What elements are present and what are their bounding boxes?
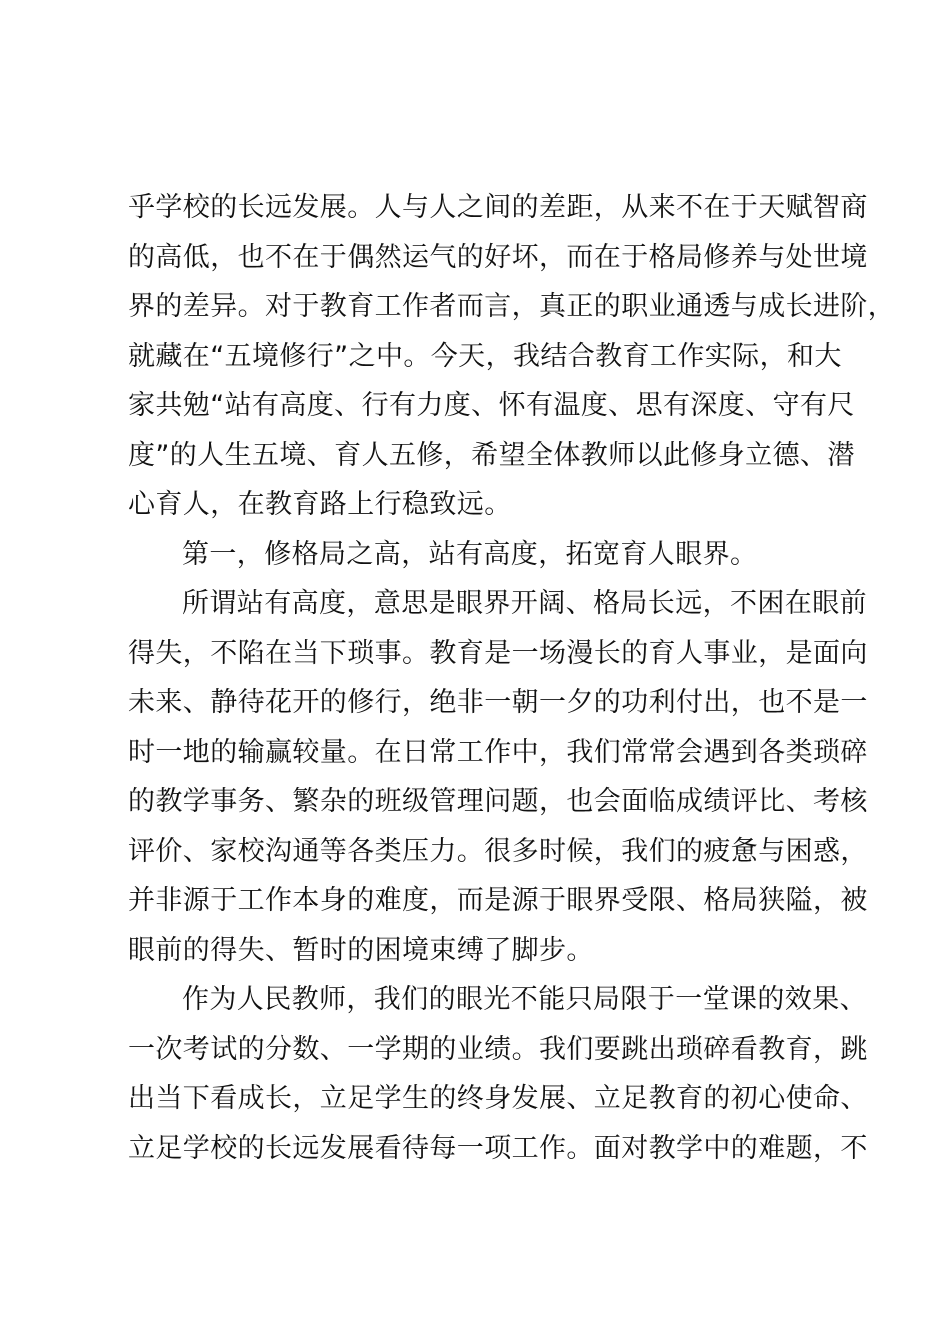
text-line: 未来、静待花开的修行，绝非一朝一夕的功利付出，也不是一	[128, 687, 868, 718]
text-line: 家共勉“站有高度、行有力度、怀有温度、思有深度、守有尺	[128, 390, 855, 421]
text-line: 的高低，也不在于偶然运气的好坏，而在于格局修养与处世境	[128, 241, 868, 273]
body-text	[128, 183, 896, 1173]
text-line: 所谓站有高度，意思是眼界开阔、格局长远，不困在眼前	[182, 588, 867, 619]
text-line: 评价、家校沟通等各类压力。很多时候，我们的疲惫与困惑，	[128, 835, 868, 867]
text-line: 心育人，在教育路上行稳致远。	[128, 489, 512, 520]
text-line: 界的差异。对于教育工作者而言，真正的职业通透与成长进阶，	[128, 291, 896, 322]
section-heading: 第一，修格局之高，站有高度，拓宽育人眼界。	[182, 538, 758, 570]
text-line: 的教学事务、繁杂的班级管理问题，也会面临成绩评比、考核	[128, 786, 868, 817]
text-line: 时一地的输赢较量。在日常工作中，我们常常会遇到各类琐碎	[128, 736, 868, 768]
text-line: 得失，不陷在当下琐事。教育是一场漫长的育人事业，是面向	[128, 637, 868, 669]
text-line: 眼前的得失、暂时的困境束缚了脚步。	[128, 934, 594, 966]
text-line: 出当下看成长，立足学生的终身发展、立足教育的初心使命、	[128, 1083, 868, 1114]
text-line: 一次考试的分数、一学期的业绩。我们要跳出琐碎看教育，跳	[128, 1033, 868, 1065]
text-line: 立足学校的长远发展看待每一项工作。面对教学中的难题，不	[128, 1132, 868, 1164]
text-line: 作为人民教师，我们的眼光不能只局限于一堂课的效果、	[182, 984, 867, 1015]
text-line: 就藏在“五境修行”之中。今天，我结合教育工作实际，和大	[128, 340, 842, 372]
text-line: 乎学校的长远发展。人与人之间的差距，从来不在于天赋智商	[128, 192, 868, 223]
text-line: 并非源于工作本身的难度，而是源于眼界受限、格局狭隘，被	[128, 885, 868, 916]
text-line: 度”的人生五境、育人五修，希望全体教师以此修身立德、潜	[128, 439, 855, 471]
